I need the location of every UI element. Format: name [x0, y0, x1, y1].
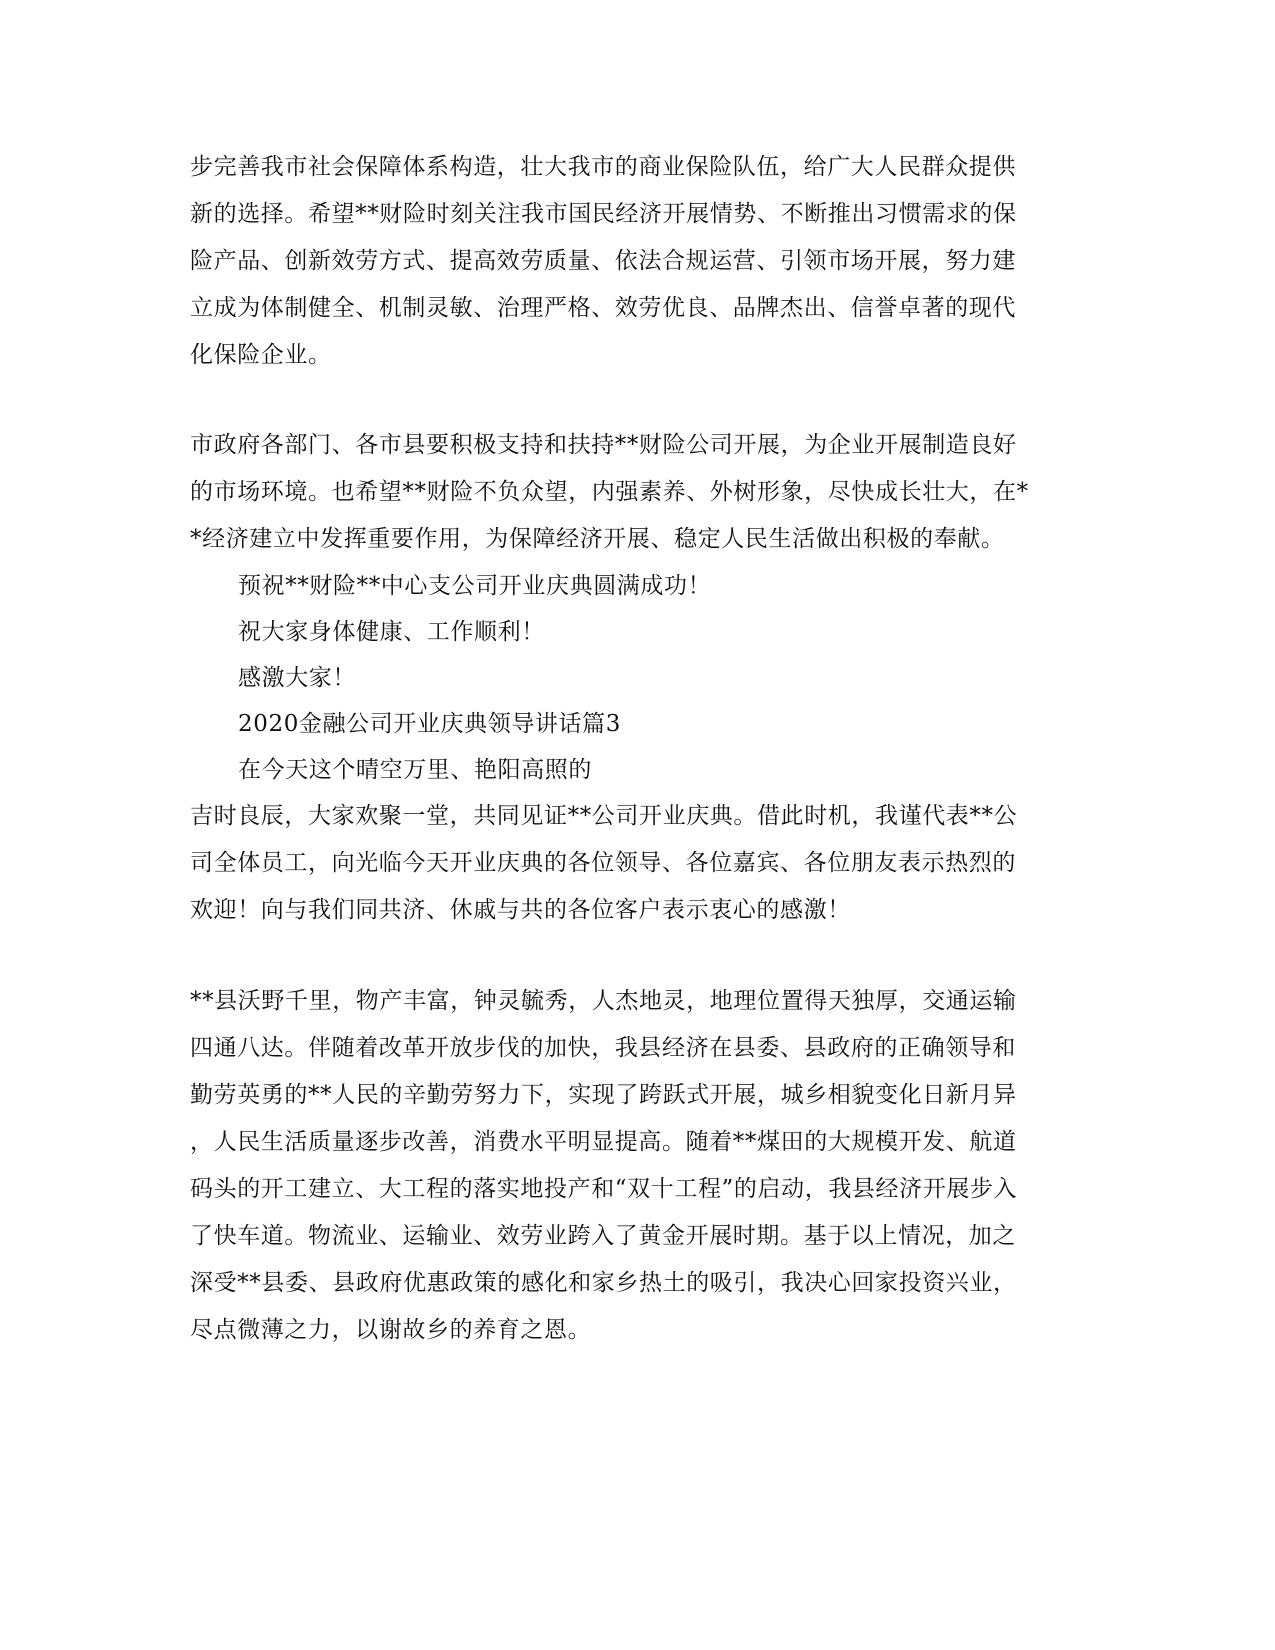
paragraph-4-line-6: 了快车道。物流业、运输业、效劳业跨入了黄金开展时期。基于以上情况，加之	[190, 1223, 1016, 1249]
paragraph-4-line-3: 勤劳英勇的**人民的辛勤劳努力下，实现了跨跃式开展，城乡相貌变化日新月异	[190, 1082, 1017, 1108]
intro-line: 在今天这个晴空万里、艳阳高照的	[238, 757, 592, 783]
paragraph-2-line-1: 市政府各部门、各市县要积极支持和扶持**财险公司开展，为企业开展制造良好	[190, 432, 1017, 458]
section-title: 2020金融公司开业庆典领导讲话篇3	[238, 711, 621, 737]
paragraph-3-line-3: 欢迎！向与我们同共济、休戚与共的各位客户表示衷心的感激！	[190, 897, 851, 923]
paragraph-4-line-5: 码头的开工建立、大工程的落实地投产和“双十工程”的启动，我县经济开展步入	[190, 1176, 1018, 1202]
paragraph-4-line-2: 四通八达。伴随着改革开放步伐的加快，我县经济在县委、县政府的正确领导和	[190, 1035, 1016, 1061]
paragraph-4-line-4: ，人民生活质量逐步改善，消费水平明显提高。随着**煤田的大规模开发、航道	[190, 1129, 1017, 1155]
paragraph-1-line-3: 险产品、创新效劳方式、提高效劳质量、依法合规运营、引领市场开展，努力建	[190, 248, 1016, 274]
paragraph-2-line-2: 的市场环境。也希望**财险不负众望，内强素养、外树形象，尽快成长壮大，在*	[190, 479, 1029, 505]
paragraph-3-line-1: 吉时良辰，大家欢聚一堂，共同见证**公司开业庆典。借此时机，我谨代表**公	[190, 803, 1018, 829]
paragraph-2-line-3: *经济建立中发挥重要作用，为保障经济开展、稳定人民生活做出积极的奉献。	[190, 526, 1005, 552]
thanks-line: 感激大家！	[238, 665, 356, 691]
paragraph-3-line-2: 司全体员工，向光临今天开业庆典的各位领导、各位嘉宾、各位朋友表示热烈的	[190, 850, 1016, 876]
paragraph-4-line-1: **县沃野千里，物产丰富，钟灵毓秀，人杰地灵，地理位置得天独厚，交通运输	[190, 988, 1017, 1014]
wish-line-1: 预祝**财险**中心支公司开业庆典圆满成功！	[238, 573, 712, 599]
paragraph-1-line-4: 立成为体制健全、机制灵敏、治理严格、效劳优良、品牌杰出、信誉卓著的现代	[190, 295, 1016, 321]
wish-line-2: 祝大家身体健康、工作顺利！	[238, 619, 545, 645]
paragraph-1-line-5: 化保险企业。	[190, 342, 332, 368]
paragraph-1-line-2: 新的选择。希望**财险时刻关注我市国民经济开展情势、不断推出习惯需求的保	[190, 201, 1017, 227]
paragraph-4-line-8: 尽点微薄之力，以谢故乡的养育之恩。	[190, 1317, 592, 1343]
paragraph-4-line-7: 深受**县委、县政府优惠政策的感化和家乡热土的吸引，我决心回家投资兴业，	[190, 1270, 1017, 1296]
paragraph-1-line-1: 步完善我市社会保障体系构造，壮大我市的商业保险队伍，给广大人民群众提供	[190, 154, 1016, 180]
